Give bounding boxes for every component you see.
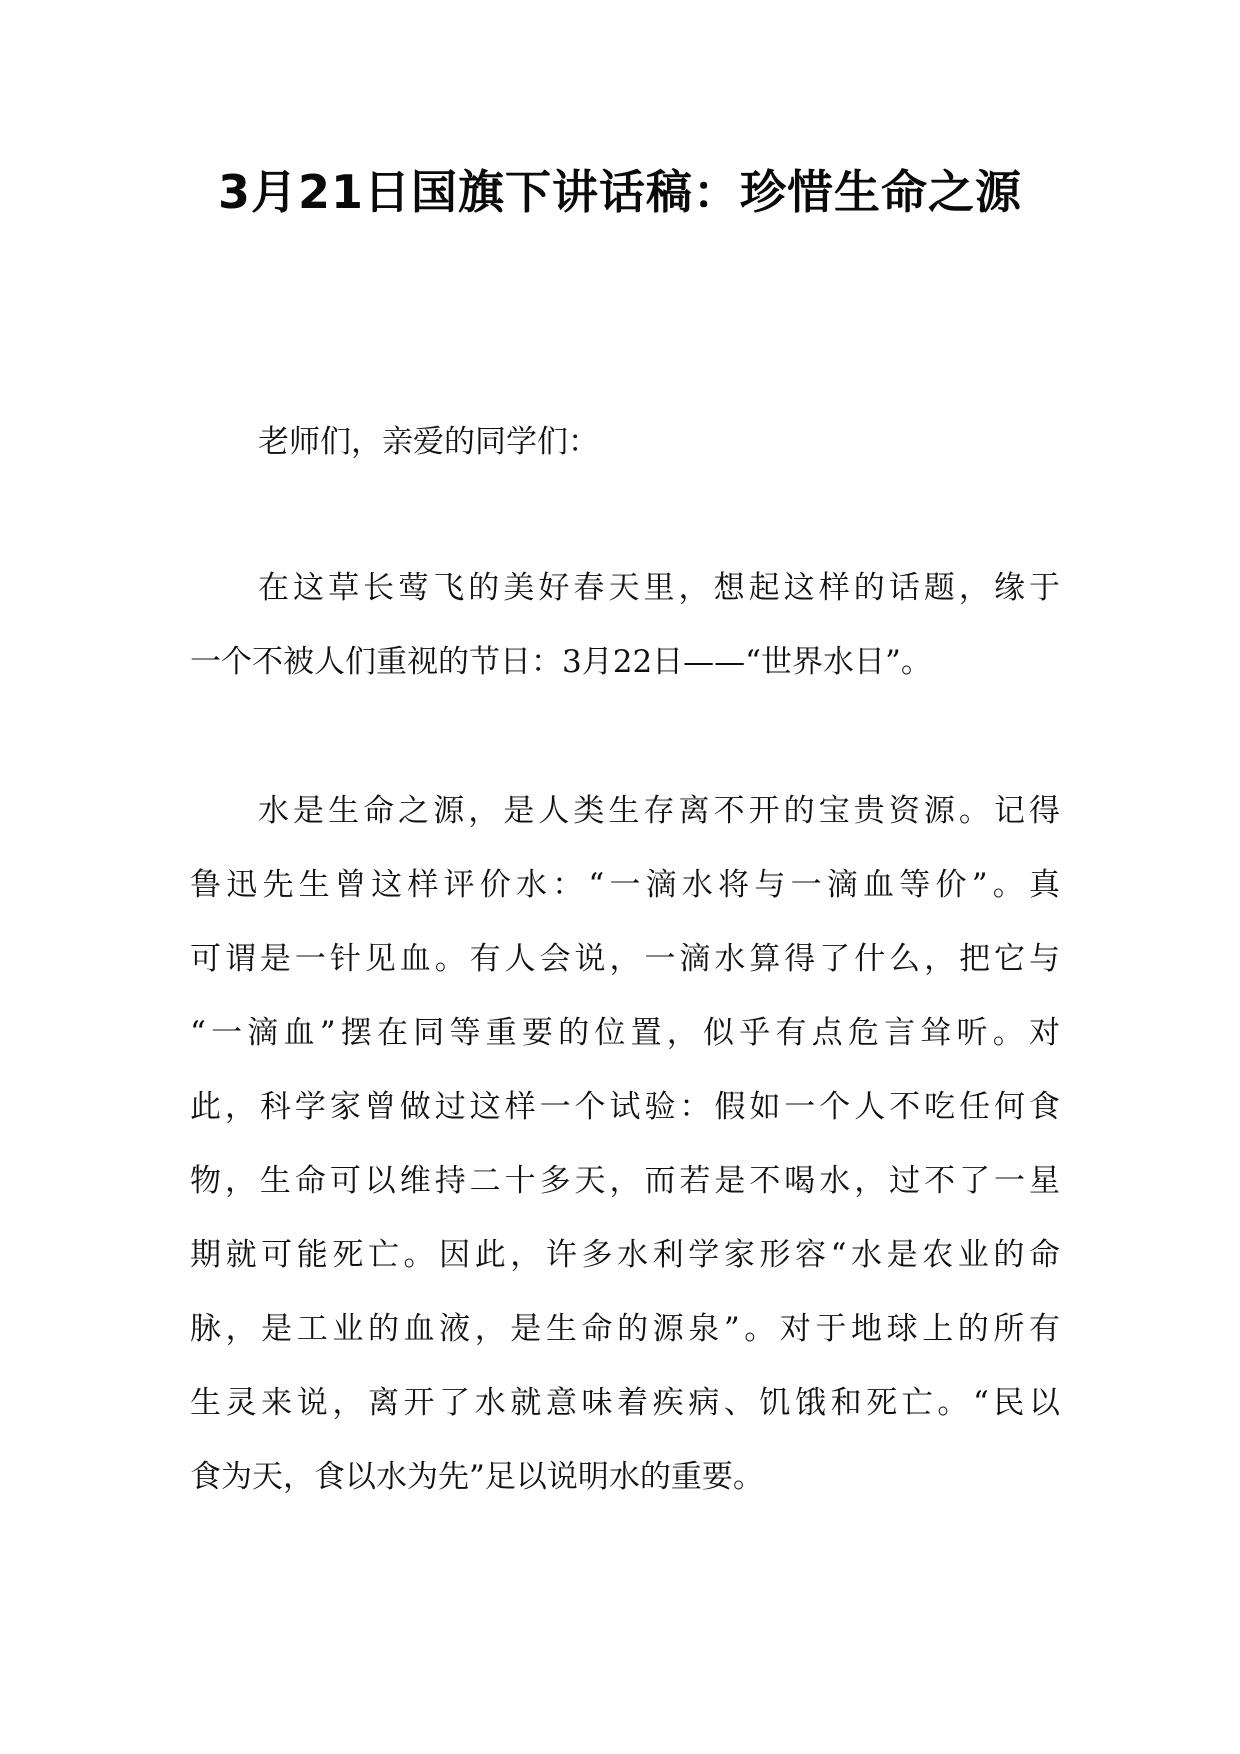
paragraph-line: “一滴血”摆在同等重要的位置，似乎有点危言耸听。对	[190, 1015, 1060, 1051]
paragraph-line: 期就可能死亡。因此，许多水利学家形容“水是农业的命	[190, 1237, 1060, 1273]
paragraph-line: 一个不被人们重视的节日：3月22日——“世界水日”。	[190, 644, 932, 680]
paragraph-line: 在这草长莺飞的美好春天里，想起这样的话题，缘于	[258, 570, 1060, 606]
salutation: 老师们，亲爱的同学们：	[258, 424, 599, 460]
paragraph-water-source-of-life	[190, 774, 1060, 1514]
paragraph-line: 生灵来说，离开了水就意味着疾病、饥饿和死亡。“民以	[190, 1385, 1060, 1421]
paragraph-line: 物，生命可以维持二十多天，而若是不喝水，过不了一星	[190, 1163, 1060, 1199]
paragraph-line: 脉，是工业的血液，是生命的源泉”。对于地球上的所有	[190, 1311, 1060, 1347]
document-title: 3月21日国旗下讲话稿：珍惜生命之源	[217, 165, 1023, 219]
paragraph-world-water-day	[190, 551, 1060, 699]
paragraph-line: 鲁迅先生曾这样评价水：“一滴水将与一滴血等价”。真	[190, 867, 1060, 903]
paragraph-line: 可谓是一针见血。有人会说，一滴水算得了什么，把它与	[190, 941, 1060, 977]
paragraph-line: 食为天，食以水为先”足以说明水的重要。	[190, 1459, 764, 1495]
paragraph-line: 水是生命之源，是人类生存离不开的宝贵资源。记得	[258, 793, 1060, 829]
paragraph-line: 此，科学家曾做过这样一个试验：假如一个人不吃任何食	[190, 1089, 1060, 1125]
